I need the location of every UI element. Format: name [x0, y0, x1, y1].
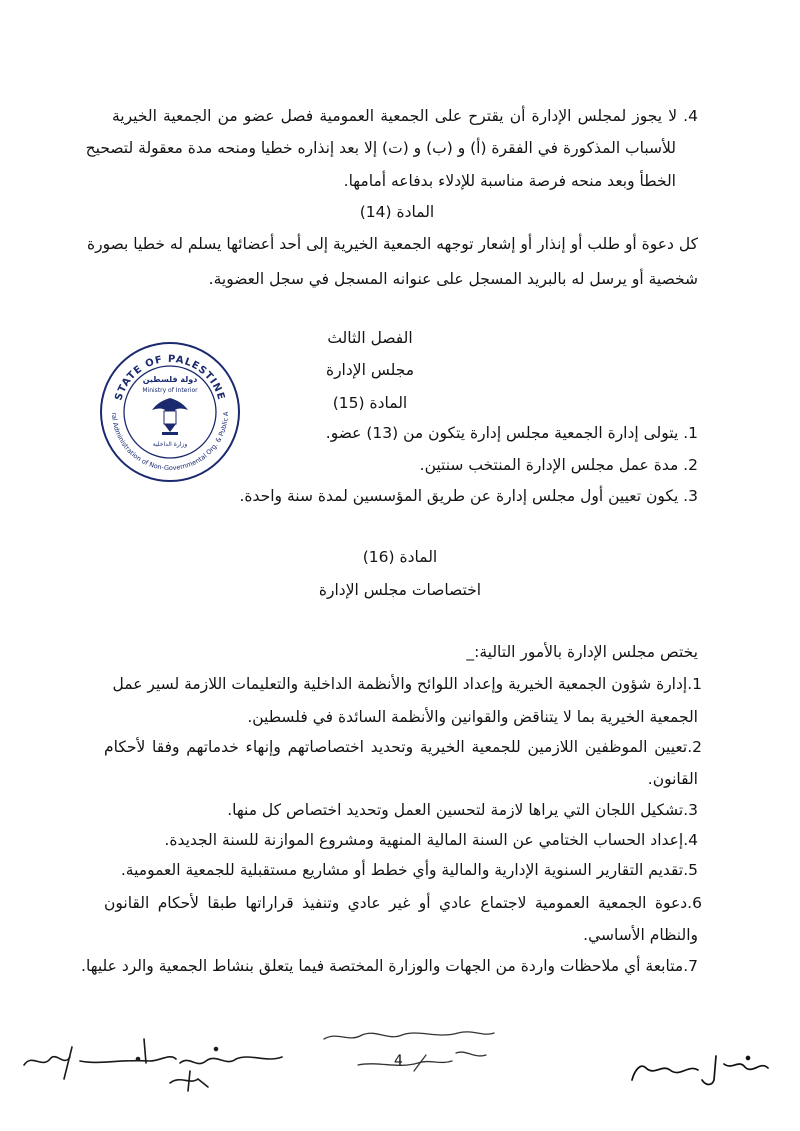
- article16-item2-line1: 2.تعيين الموظفين اللازمين للجمعية الخيرية وتحديد اختصاصاتهم وإنهاء خدماتهم وفقا لأحكام: [104, 738, 702, 756]
- article16-item4: 4.إعداد الحساب الختامي عن السنة المالية المنهية ومشروع الموازنة للسنة الجديدة.: [164, 831, 698, 849]
- article14-heading: المادة (14): [359, 203, 435, 221]
- article16-item1-line1: 1.إدارة شؤون الجمعية الخيرية وإعداد اللوائح والأنظمة الداخلية والتعليمات اللازمة لسير عمل: [112, 675, 702, 693]
- clause4-line2: للأسباب المذكورة في الفقرة (أ) و (ب) و (ت) إلا بعد إنذاره خطيا ومنحه مدة معقولة لتصحيح: [85, 139, 676, 157]
- official-stamp: [98, 340, 242, 484]
- svg-text:STATE OF PALESTINE: STATE OF PALESTINE: [113, 353, 227, 402]
- article14-line2: شخصية أو يرسل له بالبريد المسجل على عنوانه المسجل في سجل العضوية.: [208, 270, 698, 288]
- signature-left: [20, 1035, 290, 1105]
- page-number: 4: [394, 1053, 403, 1069]
- article15-heading: المادة (15): [332, 394, 408, 412]
- article15-item1: 1. يتولى إدارة الجمعية مجلس إدارة يتكون من (13) عضو.: [325, 424, 698, 442]
- article16-item2-line2: القانون.: [647, 770, 698, 788]
- article15-item3: 3. يكون تعيين أول مجلس إدارة عن طريق المؤسسين لمدة سنة واحدة.: [239, 487, 698, 505]
- chapter-title: الفصل الثالث: [327, 329, 413, 347]
- article16-item3: 3.تشكيل اللجان التي يراها لازمة لتحسين العمل وتحديد اختصاص كل منها.: [227, 801, 698, 819]
- chapter-subtitle: مجلس الإدارة: [325, 361, 415, 379]
- signature-right: [628, 1050, 778, 1095]
- article15-item2: 2. مدة عمل مجلس الإدارة المنتخب سنتين.: [419, 456, 698, 474]
- article16-item1-line2: الجمعية الخيرية بما لا يتناقض والقوانين والأنظمة السائدة في فلسطين.: [247, 708, 698, 726]
- signature-middle: [318, 1025, 508, 1090]
- article16-heading: المادة (16): [362, 548, 438, 566]
- svg-text:وزارة الداخلية: وزارة الداخلية: [152, 441, 188, 448]
- clause4-line1: 4. لا يجوز لمجلس الإدارة أن يقترح على الجمعية العمومية فصل عضو من الجمعية الخيرية: [112, 107, 698, 125]
- article16-intro: يختص مجلس الإدارة بالأمور التالية:_: [466, 643, 698, 661]
- article16-item7: 7.متابعة أي ملاحظات واردة من الجهات والوزارة المختصة فيما يتعلق بنشاط الجمعية والرد عليها.: [81, 957, 698, 975]
- svg-text:Ministry of Interior: Ministry of Interior: [142, 387, 198, 394]
- clause4-line3: الخطأ وبعد منحه فرصة مناسبة للإدلاء بدفاعه أمامها.: [343, 172, 676, 190]
- article14-line1: كل دعوة أو طلب أو إنذار أو إشعار توجهه الجمعية الخيرية إلى أحد أعضائها يسلم له خطيا بصورة: [86, 235, 698, 253]
- svg-text:General Administration of Non-: ral Administration of Non-Governmental Org. & Public A: [109, 411, 231, 473]
- svg-text:دولة فلسطين: دولة فلسطين: [142, 375, 198, 384]
- article16-item6-line2: والنظام الأساسي.: [583, 926, 698, 944]
- article16-item6-line1: 6.دعوة الجمعية العمومية لاجتماع عادي أو غير عادي وتنفيذ قراراتها طبقا لأحكام القانون: [104, 894, 702, 912]
- article16-subheading: اختصاصات مجلس الإدارة: [318, 581, 482, 599]
- article16-item5: 5.تقديم التقارير السنوية الإدارية والمالية وأي خطط أو مشاريع مستقبلية للجمعية العمومية.: [120, 861, 698, 879]
